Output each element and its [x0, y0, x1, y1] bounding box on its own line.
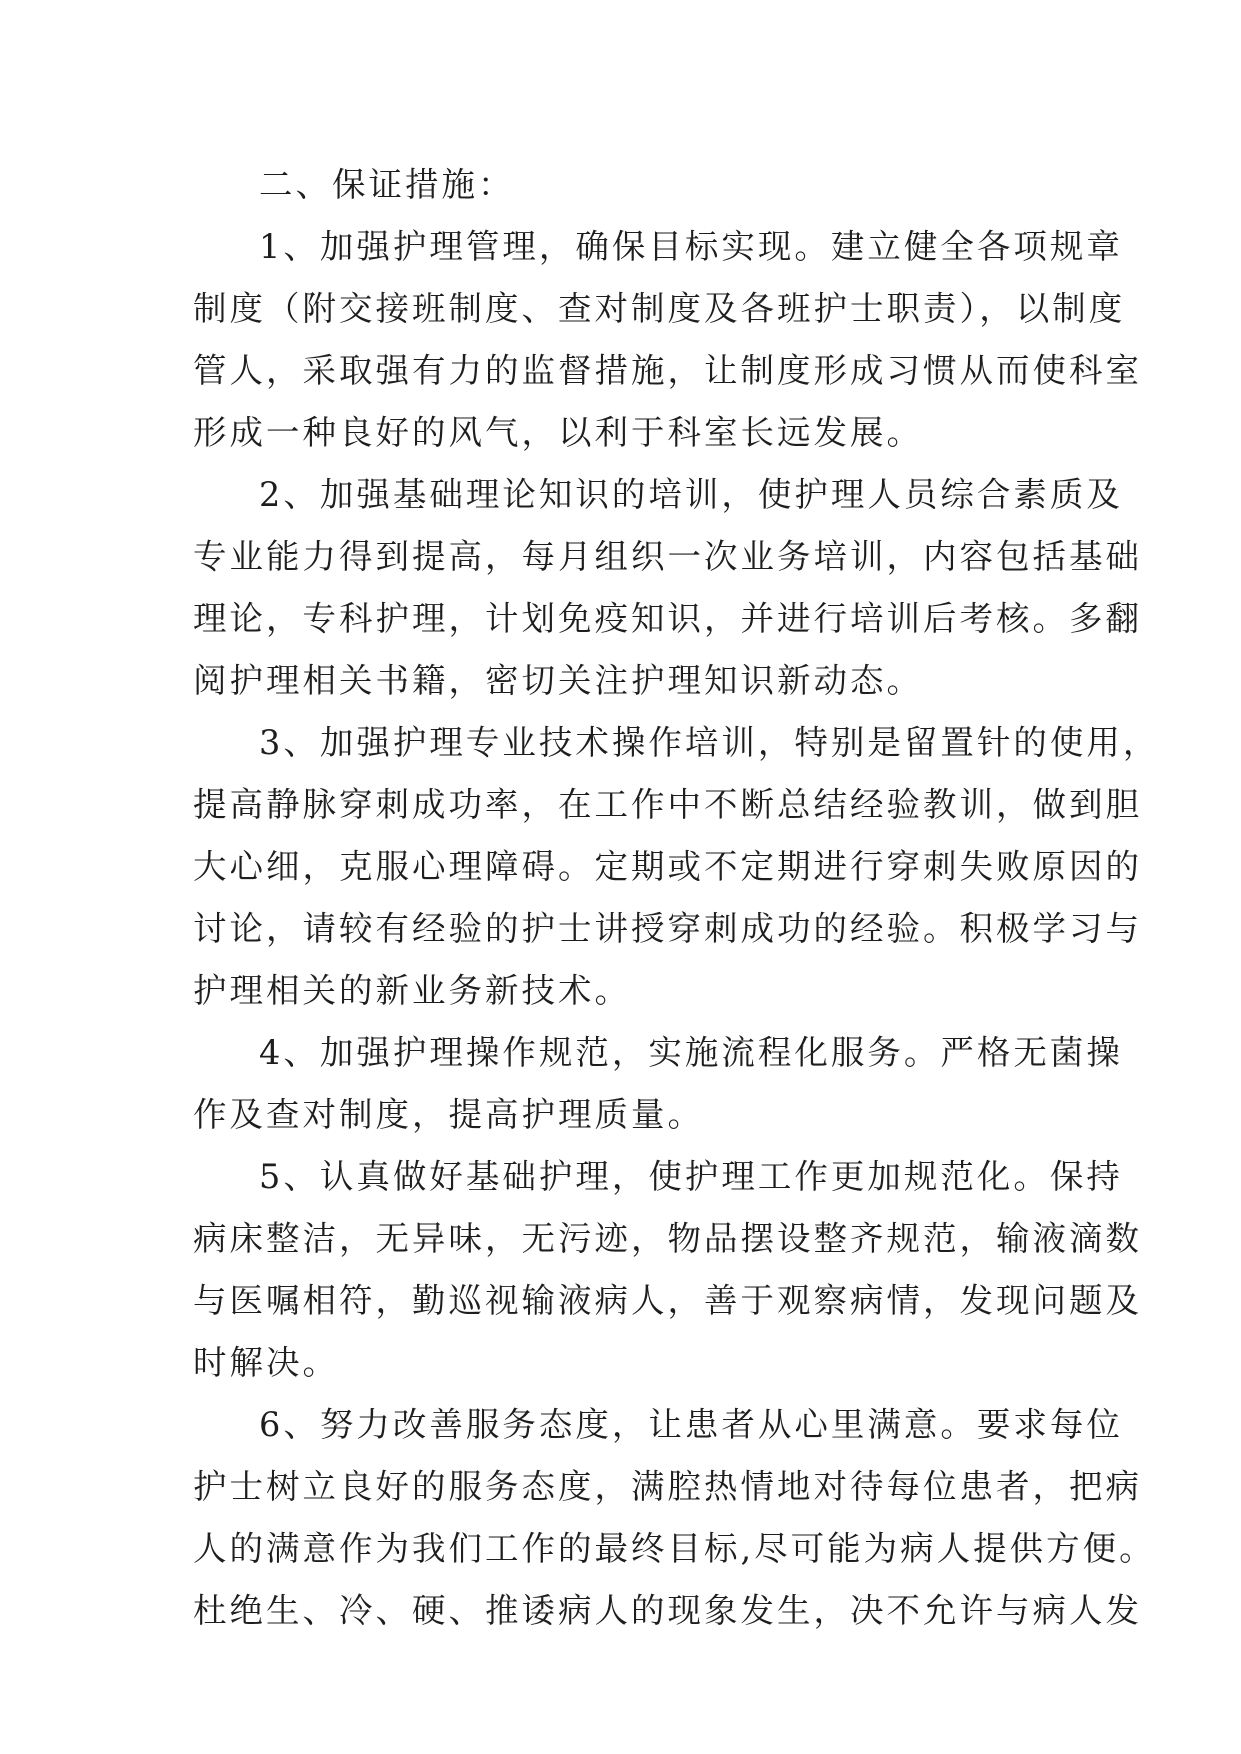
paragraph-5: [193, 1146, 1142, 1394]
section-heading: 二、保证措施：: [259, 165, 515, 204]
paragraph-line: 杜绝生、冷、硬、推诿病人的现象发生，决不允许与病人发: [193, 1591, 1142, 1630]
paragraph-line: 护理相关的新业务新技术。: [193, 971, 631, 1010]
paragraph-line: 与医嘱相符，勤巡视输液病人，善于观察病情，发现问题及: [193, 1281, 1142, 1320]
document-body: [193, 154, 1160, 1642]
paragraph-line: 6、努力改善服务态度，让患者从心里满意。要求每位: [259, 1405, 1123, 1444]
paragraph-line: 形成一种良好的风气，以利于科室长远发展。: [193, 413, 923, 452]
paragraph-line: 阅护理相关书籍，密切关注护理知识新动态。: [193, 661, 923, 700]
paragraph-line: 管人，采取强有力的监督措施，让制度形成习惯从而使科室: [193, 351, 1142, 390]
paragraph-2: [193, 464, 1142, 712]
paragraph-line: 制度（附交接班制度、查对制度及各班护士职责），以制度: [193, 289, 1126, 328]
paragraph-1: [193, 216, 1142, 464]
paragraph-6: [193, 1394, 1156, 1642]
paragraph-line: 时解决。: [193, 1343, 339, 1382]
paragraph-line: 理论，专科护理，计划免疫知识，并进行培训后考核。多翻: [193, 599, 1142, 638]
paragraph-line: 4、加强护理操作规范，实施流程化服务。严格无菌操: [259, 1033, 1123, 1072]
paragraph-line: 提高静脉穿刺成功率，在工作中不断总结经验教训，做到胆: [193, 785, 1142, 824]
paragraph-line: 1、加强护理管理，确保目标实现。建立健全各项规章: [259, 227, 1123, 266]
paragraph-line: 讨论，请较有经验的护士讲授穿刺成功的经验。积极学习与: [193, 909, 1142, 948]
paragraph-line: 作及查对制度，提高护理质量。: [193, 1095, 704, 1134]
paragraph-line: 护士树立良好的服务态度，满腔热情地对待每位患者，把病: [193, 1467, 1142, 1506]
paragraph-line: 专业能力得到提高，每月组织一次业务培训，内容包括基础: [193, 537, 1142, 576]
paragraph-line: 病床整洁，无异味，无污迹，物品摆设整齐规范，输液滴数: [193, 1219, 1142, 1258]
paragraph-line: 3、加强护理专业技术操作培训，特别是留置针的使用，: [259, 723, 1160, 762]
paragraph-4: [193, 1022, 1123, 1146]
paragraph-3: [193, 712, 1160, 1022]
paragraph-line: 2、加强基础理论知识的培训，使护理人员综合素质及: [259, 475, 1123, 514]
paragraph-line: 大心细，克服心理障碍。定期或不定期进行穿刺失败原因的: [193, 847, 1142, 886]
paragraph-line: 5、认真做好基础护理，使护理工作更加规范化。保持: [259, 1157, 1123, 1196]
paragraph-line: 人的满意作为我们工作的最终目标,尽可能为病人提供方便。: [193, 1529, 1156, 1568]
